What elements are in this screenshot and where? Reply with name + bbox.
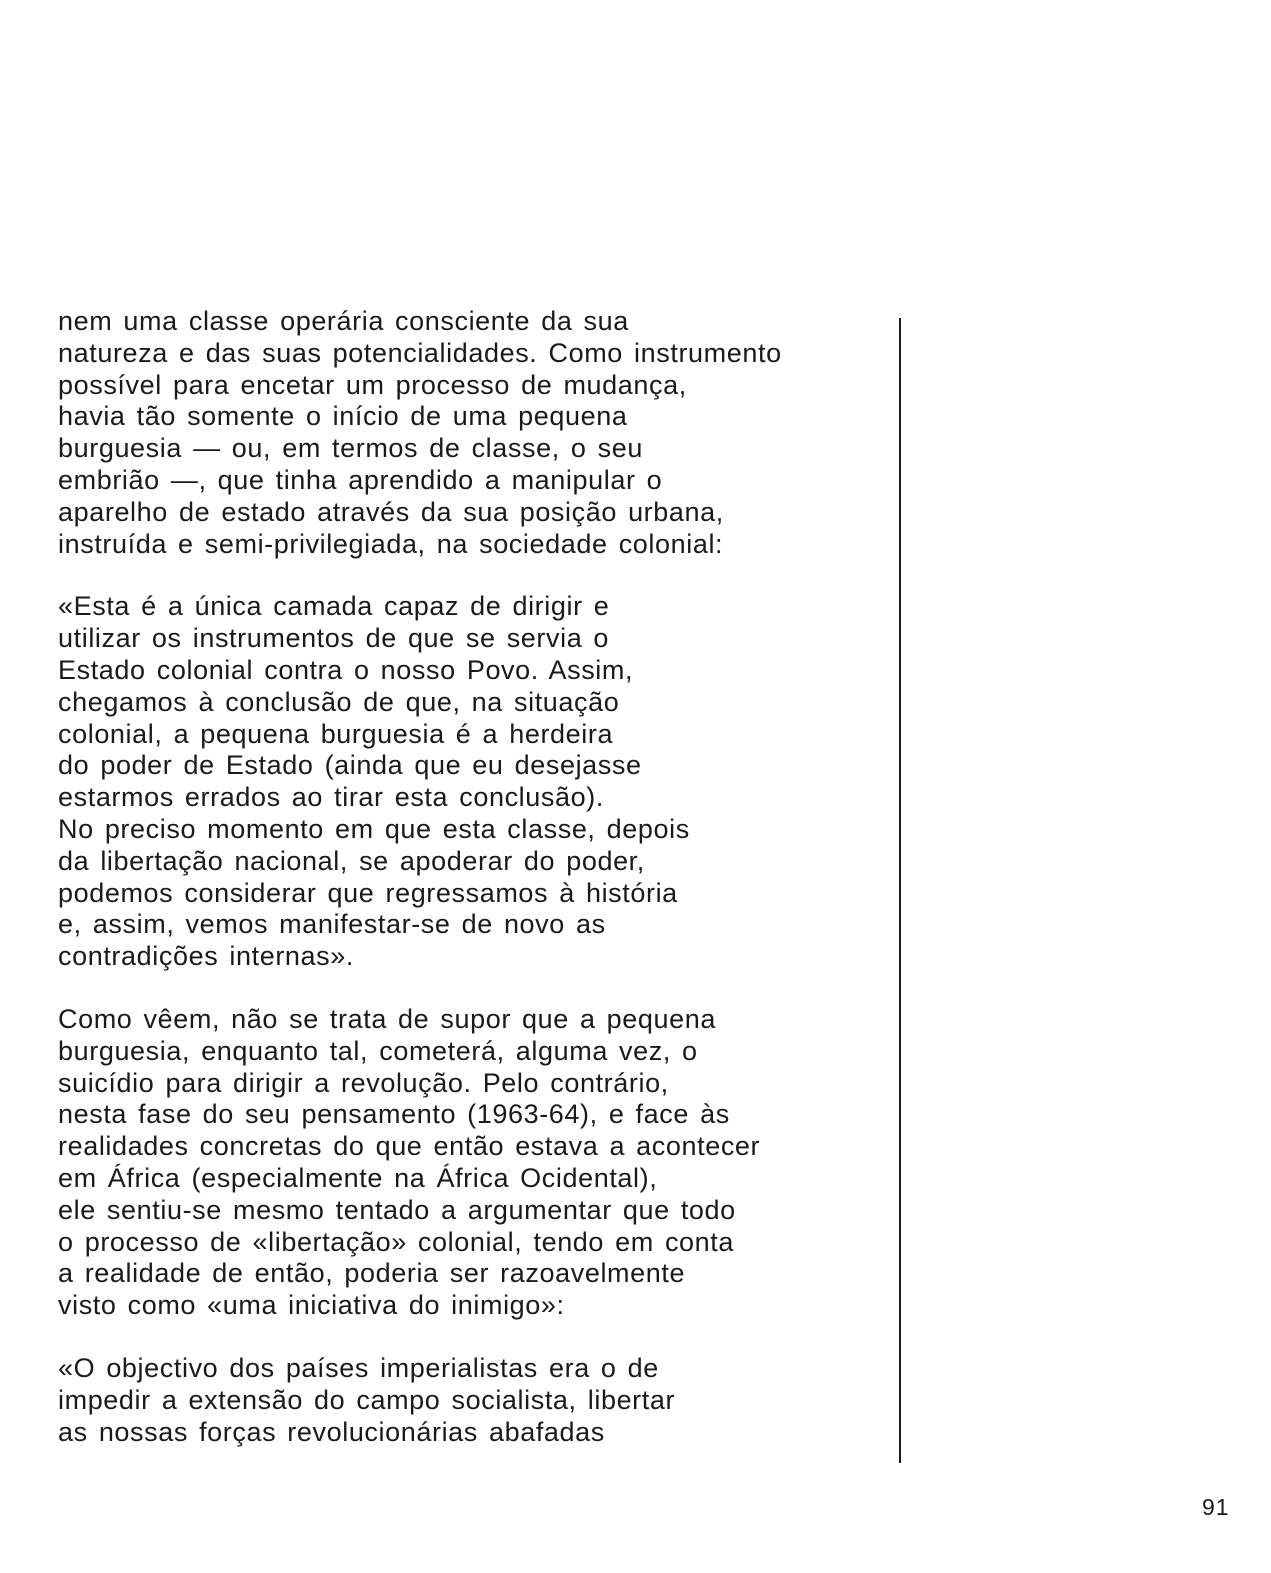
text-line: utilizar os instrumentos de que se servia o — [58, 623, 610, 654]
text-line: realidades concretas do que então estava a acontecer — [58, 1131, 761, 1162]
text-line: o processo de «libertação» colonial, tendo em conta — [58, 1226, 735, 1257]
text-line: natureza e das suas potencialidades. Como instrumento — [58, 337, 782, 368]
text-line: instruída e semi-privilegiada, na sociedade colonial: — [58, 528, 724, 559]
text-line: estarmos errados ao tirar esta conclusão). — [58, 782, 604, 813]
text-line: suicídio para dirigir a revolução. Pelo contrário, — [58, 1067, 669, 1098]
paragraph-spacer — [58, 560, 918, 591]
text-line: a realidade de então, poderia ser razoavelmente — [58, 1258, 686, 1289]
margin-rule — [899, 318, 901, 1463]
text-line: e, assim, vemos manifestar-se de novo as — [58, 909, 606, 940]
paragraph-commentary — [58, 1004, 918, 1322]
text-line: embrião —, que tinha aprendido a manipular o — [58, 464, 663, 495]
text-line: visto como «uma iniciativa do inimigo»: — [58, 1290, 565, 1321]
text-line: do poder de Estado (ainda que eu desejasse — [58, 750, 642, 781]
text-line: nesta fase do seu pensamento (1963-64), e face às — [58, 1099, 730, 1130]
text-line: da libertação nacional, se apoderar do poder, — [58, 845, 645, 876]
text-line: colonial, a pequena burguesia é a herdeira — [58, 718, 614, 749]
text-line: chegamos à conclusão de que, na situação — [58, 686, 620, 717]
text-line: burguesia, enquanto tal, cometerá, alguma vez, o — [58, 1035, 698, 1066]
text-line: nem uma classe operária consciente da sua — [58, 306, 629, 336]
text-line: No preciso momento em que esta classe, depois — [58, 813, 690, 844]
text-line: «Esta é a única camada capaz de dirigir e — [58, 591, 610, 622]
paragraph-quote-2 — [58, 1353, 918, 1448]
text-line: Estado colonial contra o nosso Povo. Assim, — [58, 654, 634, 685]
body-text — [58, 306, 918, 1448]
paragraph-quote-1 — [58, 591, 918, 973]
text-line: contradições internas». — [58, 941, 354, 972]
text-line: Como vêem, não se trata de supor que a pequena — [58, 1003, 716, 1034]
paragraph-spacer — [58, 1322, 918, 1353]
text-line: burguesia — ou, em termos de classe, o seu — [58, 433, 643, 464]
page-number: 91 — [1202, 1494, 1230, 1520]
text-line: possível para encetar um processo de mudança, — [58, 369, 687, 400]
text-line: impedir a extensão do campo socialista, libertar — [58, 1384, 676, 1415]
text-line: ele sentiu-se mesmo tentado a argumentar que todo — [58, 1194, 736, 1225]
text-line: podemos considerar que regressamos à história — [58, 877, 678, 908]
text-line: as nossas forças revolucionárias abafadas — [58, 1416, 605, 1447]
text-line: havia tão somente o início de uma pequena — [58, 401, 628, 432]
paragraph-spacer — [58, 973, 918, 1004]
text-line: em África (especialmente na África Ocidental), — [58, 1162, 658, 1193]
paragraph-intro — [58, 306, 918, 560]
text-line: «O objectivo dos países imperialistas era o de — [58, 1352, 659, 1383]
text-line: aparelho de estado através da sua posição urbana, — [58, 496, 724, 527]
